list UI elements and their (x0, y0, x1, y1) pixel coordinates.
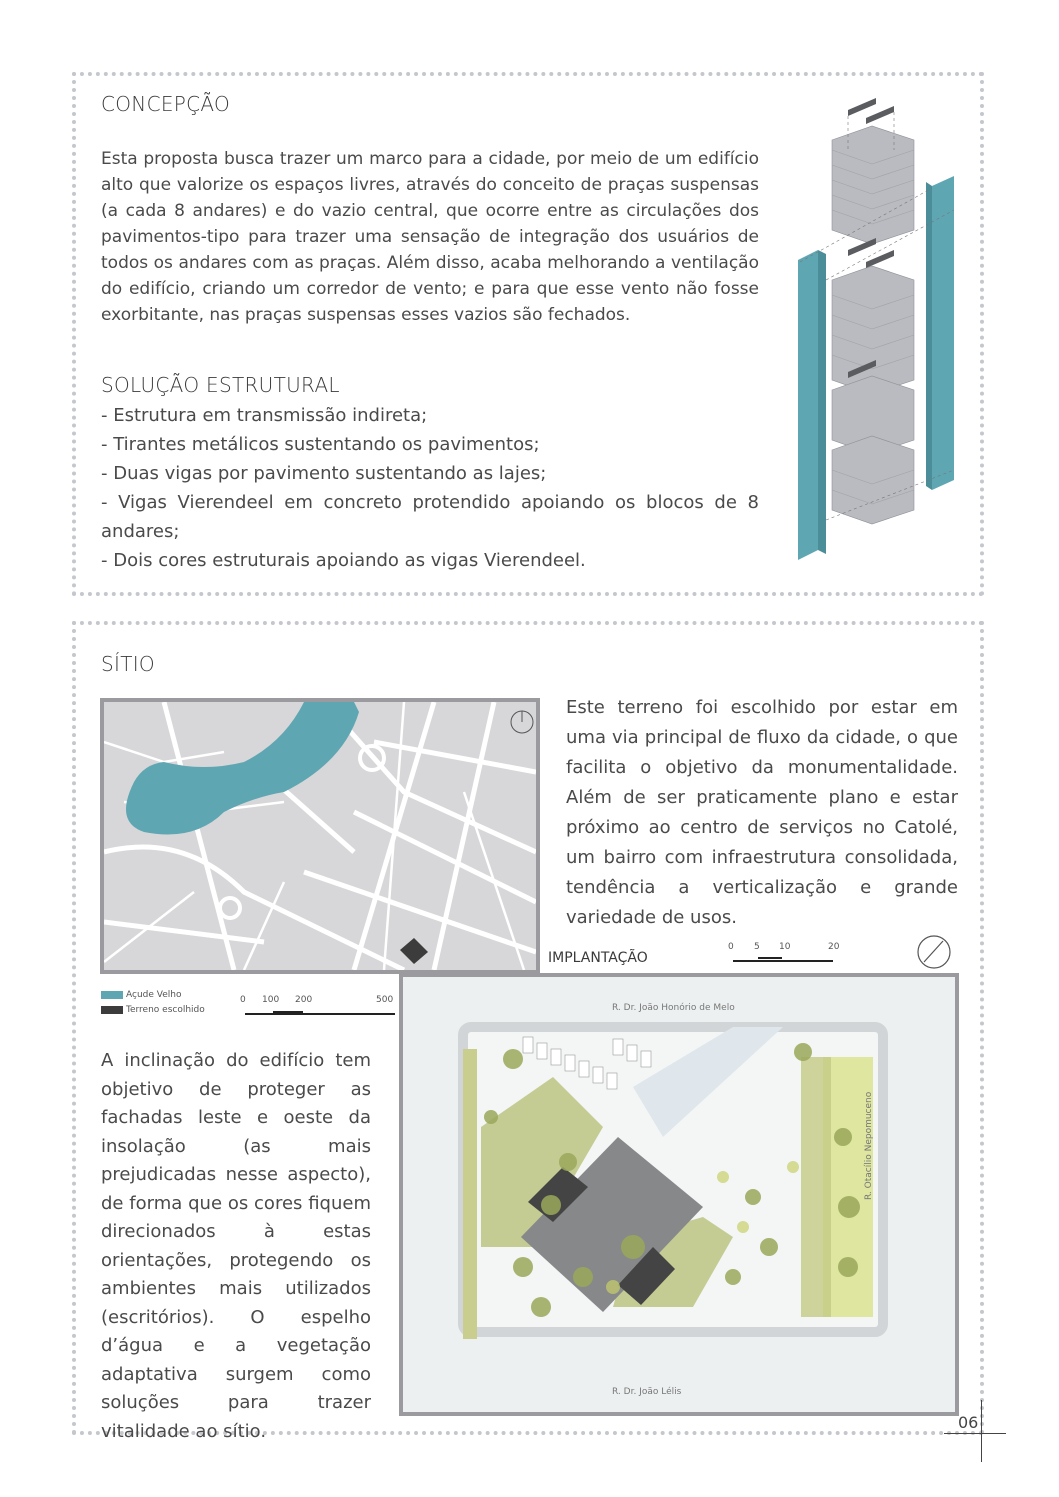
site-plan (399, 973, 959, 1416)
legend-terreno: Terreno escolhido (101, 1005, 205, 1015)
structure-diagram (790, 90, 970, 570)
legend-acude: Açude Velho (101, 990, 181, 1000)
left-core (798, 250, 818, 560)
crop-mark-v (981, 1400, 982, 1462)
page-number: 06 (958, 1413, 979, 1432)
list-item: - Tirantes metálicos sustentando os pavimentos; (101, 434, 540, 455)
building-blocks (832, 126, 914, 524)
list-item: - Estrutura em transmissão indireta; (101, 405, 428, 426)
city-map (100, 698, 540, 974)
list-item: - Vigas Vierendeel em concreto protendido apoiando os blocos de 8 andares; (101, 492, 759, 542)
implantacao-scale: 0 5 10 20 (728, 942, 838, 966)
crop-mark-h (944, 1433, 1006, 1434)
implantacao-title: IMPLANTAÇÃO (548, 950, 648, 966)
concepcao-title: CONCEPÇÃO (101, 92, 231, 116)
estrutura-list (101, 401, 759, 575)
right-core (932, 176, 954, 490)
inclinacao-text: A inclinação do edifício tem objetivo de proteger as fachadas leste e oeste da insolação (as mais prejudicadas nesse aspecto), de forma que os cores fiquem direcionados à estas orientações, protegendo os ambientes mais utilizados (escritórios). O espelho d’água e a vegetação adaptativa surgem como soluções para trazer vitalidade ao sítio. (101, 1050, 371, 1442)
estrutura-title: SOLUÇÃO ESTRUTURAL (101, 373, 340, 397)
sitio-text: Este terreno foi escolhido por estar em uma via principal de fluxo da cidade, o que facilita o objetivo da monumentalidade. Além de ser praticamente plano e estar próximo ao centro de serviços no Catolé, um bairro com infraestrutura consolidada, tendência a verticalização e grande variedade de usos. (566, 697, 958, 928)
compass-icon (916, 934, 952, 970)
list-item: - Dois cores estruturais apoiando as vigas Vierendeel. (101, 550, 586, 571)
map-scale: 0 100 200 500 (240, 995, 400, 1019)
street-top: R. Dr. João Honório de Melo (612, 1003, 735, 1013)
sitio-title: SÍTIO (101, 652, 155, 676)
street-right: R. Otacílio Nepomuceno (864, 1091, 874, 1200)
concepcao-text: Esta proposta busca trazer um marco para a cidade, por meio de um edifício alto que valorize os espaços livres, através do conceito de praças suspensas (a cada 8 andares) e do vazio central, que ocorre entre as circulações dos pavimentos-tipo para trazer uma sensação de integração dos usuários de todos os andares com as praças. Além disso, acaba melhorando a ventilação do edifício, criando um corredor de vento; e para que esse vento não fosse exorbitante, nas praças suspensas esses vazios são fechados. (101, 149, 759, 325)
list-item: - Duas vigas por pavimento sustentando as lajes; (101, 463, 547, 484)
street-bottom: R. Dr. João Lélis (612, 1387, 682, 1397)
